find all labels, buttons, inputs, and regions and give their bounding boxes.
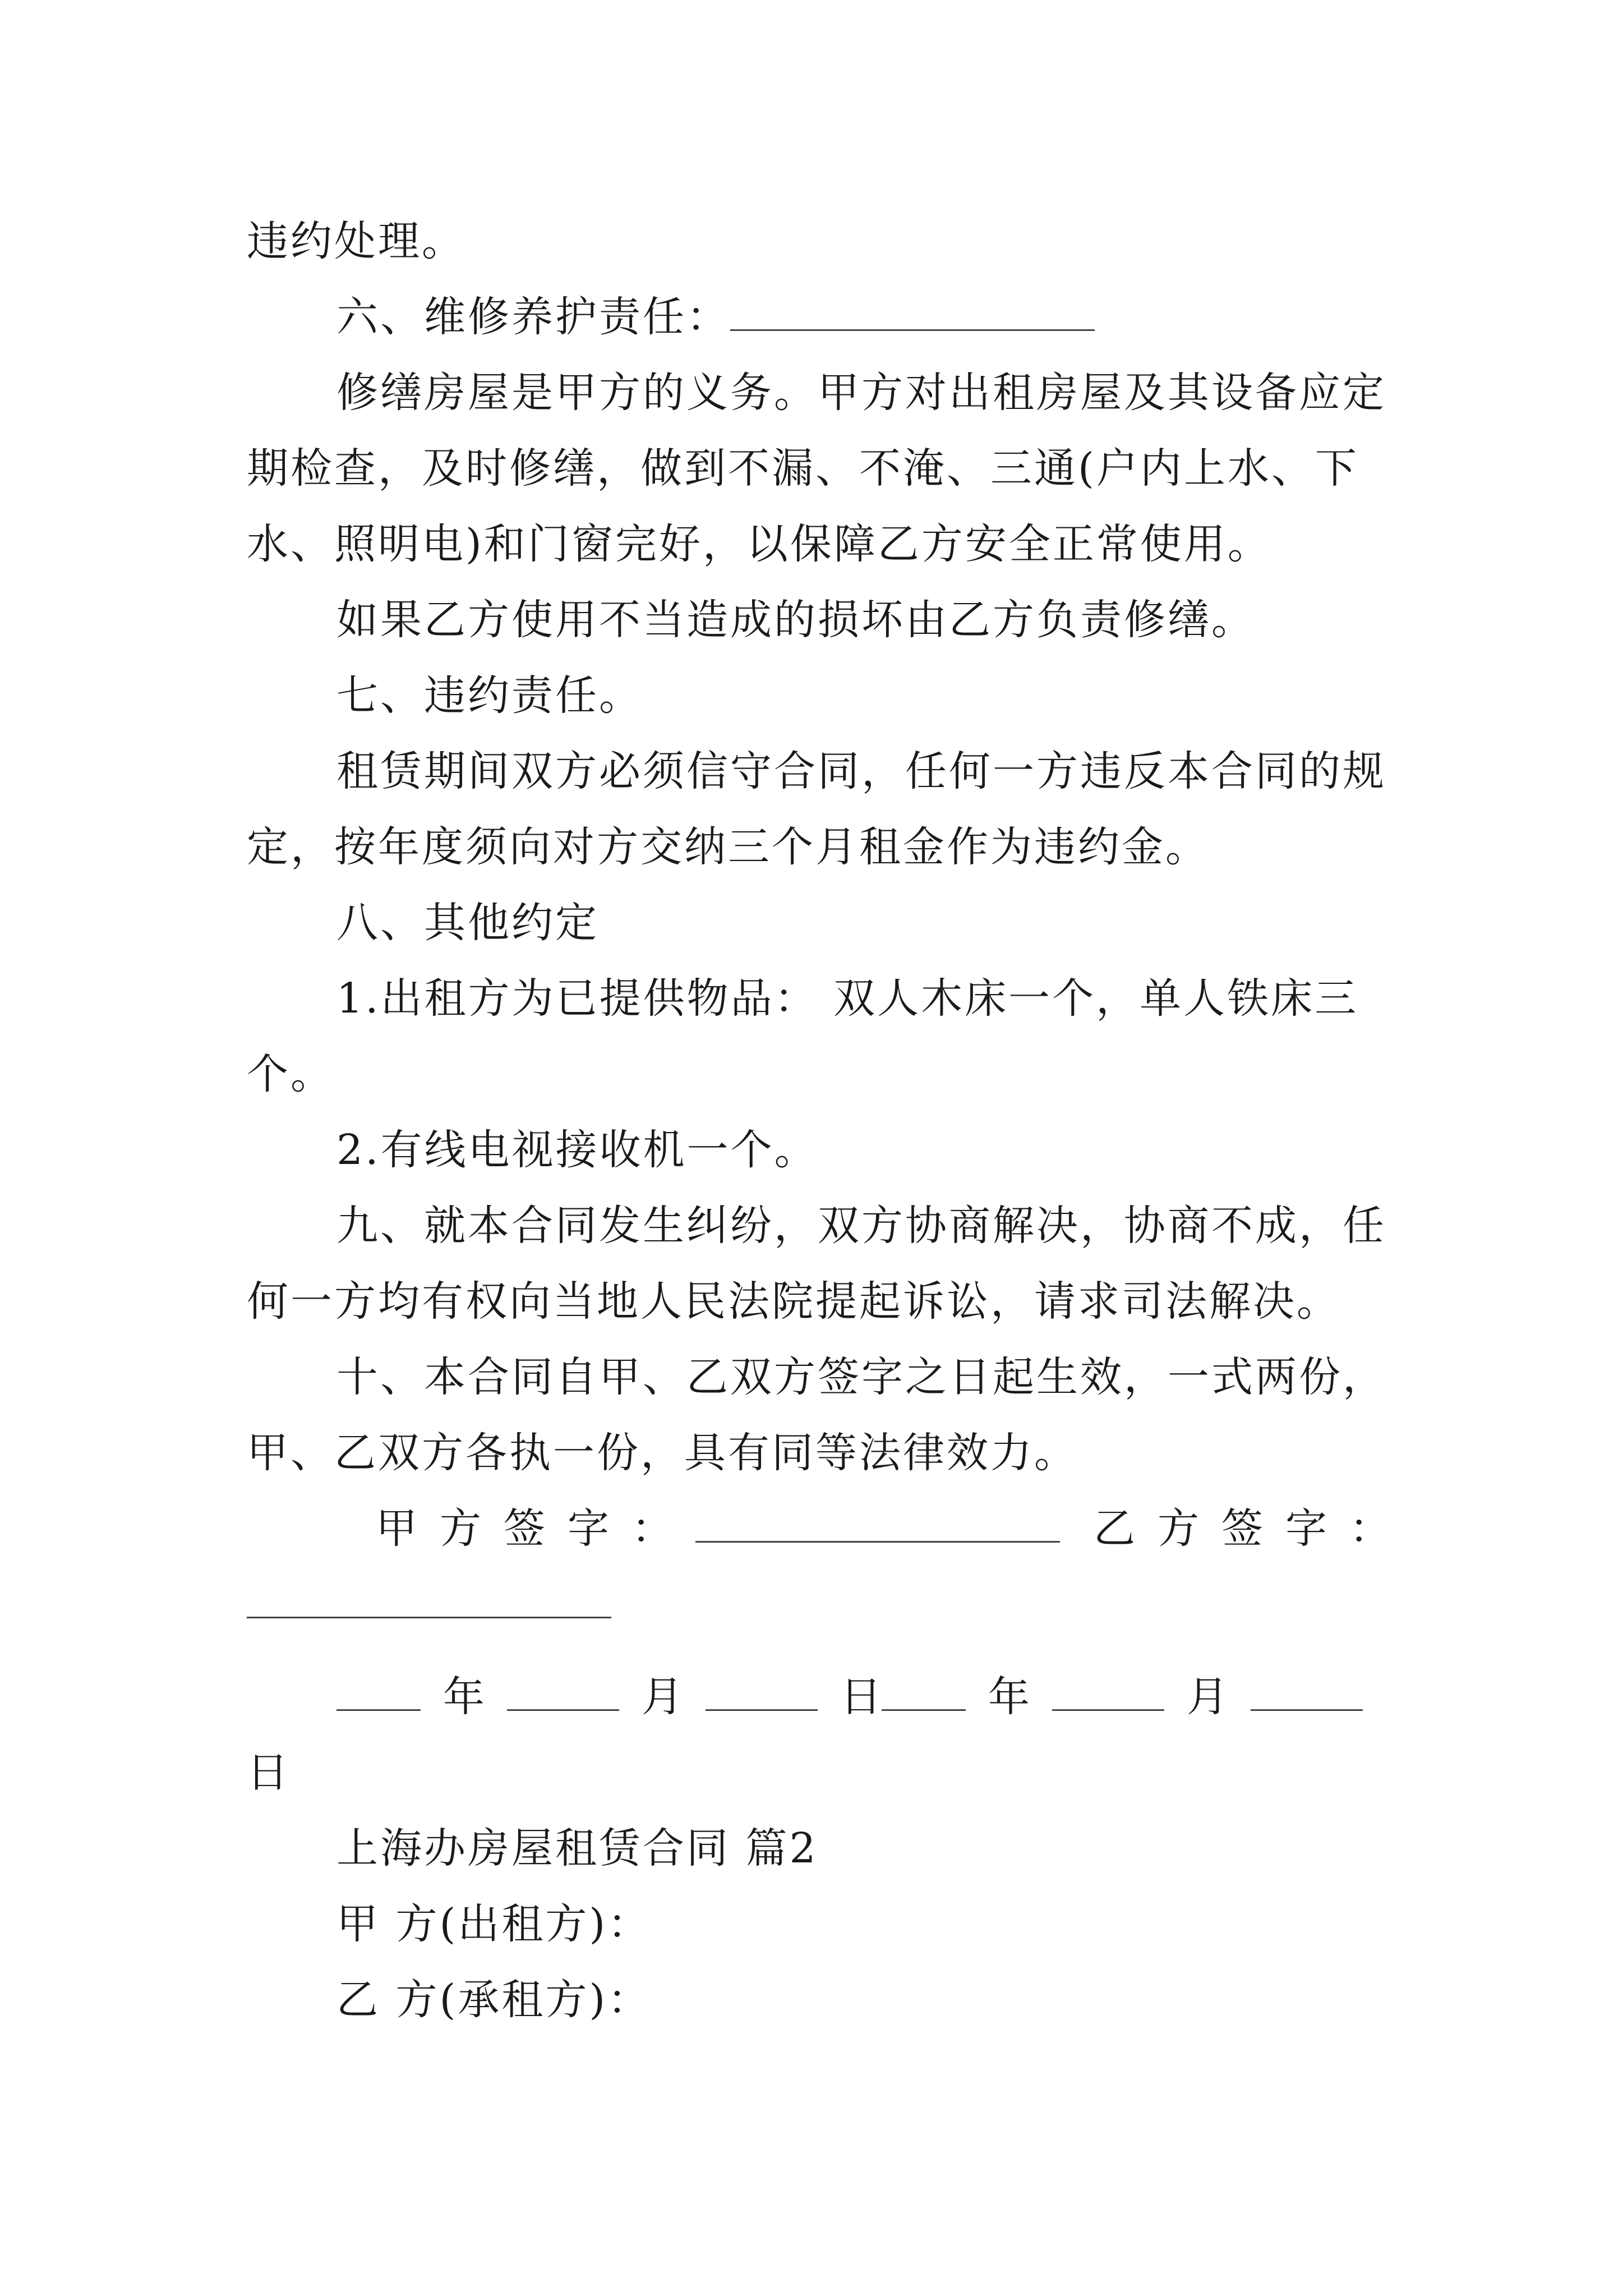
fill-in-blank[interactable] <box>730 290 1095 331</box>
party-b-line: 乙 方(承租方)： <box>336 1976 652 2024</box>
text-line: 修缮房屋是甲方的义务。甲方对出租房屋及其设备应定 <box>336 369 1386 417</box>
year-blank-a[interactable] <box>336 1670 421 1711</box>
section-heading-breach: 七、违约责任。 <box>336 671 643 720</box>
text-line: 九、就本合同发生纠纷，双方协商解决，协商不成，任 <box>336 1202 1386 1250</box>
text-line: 租赁期间双方必须信守合同，任何一方违反本合同的规 <box>336 747 1386 795</box>
section-heading-other: 八、其他约定 <box>336 899 599 947</box>
party-a-signature-label: 甲方签字： <box>376 1504 695 1553</box>
month-blank-a[interactable] <box>507 1670 619 1711</box>
text-line: 违约处理。 <box>247 217 465 265</box>
text-line: 何一方均有权向当地人民法院提起诉讼，请求司法解决。 <box>247 1277 1340 1326</box>
text-line: 定，按年度须向对方交纳三个月租金作为违约金。 <box>247 823 1209 871</box>
text-line: 2.有线电视接收机一个。 <box>336 1126 818 1174</box>
text-line: 十、本合同自甲、乙双方签字之日起生效，一式两份， <box>336 1353 1386 1401</box>
party-a-line: 甲 方(出租方)： <box>336 1900 652 1948</box>
year-label: 年 <box>443 1673 485 1721</box>
party-a-signature-blank[interactable] <box>695 1502 1060 1543</box>
text-line: 甲、乙双方各执一份，具有同等法律效力。 <box>247 1429 1078 1477</box>
day-blank-a[interactable] <box>706 1670 818 1711</box>
party-b-signature-label: 乙方签字： <box>1094 1504 1413 1553</box>
section-heading-repair <box>336 289 1402 345</box>
month-label: 月 <box>1187 1673 1228 1721</box>
text-line: 1.出租方为已提供物品： 双人木床一个，单人铁床三 <box>336 974 1359 1023</box>
day-label: 日 <box>840 1673 882 1721</box>
day-blank-b[interactable] <box>1251 1670 1363 1711</box>
month-blank-b[interactable] <box>1052 1670 1164 1711</box>
text-line: 个。 <box>247 1050 334 1098</box>
signature-row <box>247 1501 1413 1557</box>
section-title-part2: 上海办房屋租赁合同 篇2 <box>336 1824 818 1872</box>
text-line: 水、照明电)和门窗完好，以保障乙方安全正常使用。 <box>247 520 1271 568</box>
month-label: 月 <box>642 1673 683 1721</box>
text-line: 如果乙方使用不当造成的损坏由乙方负责修缮。 <box>336 596 1255 644</box>
year-blank-b[interactable] <box>882 1670 966 1711</box>
date-row-continuation: 日 <box>247 1749 291 1797</box>
text-line: 期检查，及时修缮，做到不漏、不淹、三通(户内上水、下 <box>247 444 1359 493</box>
signature-continuation <box>247 1576 1385 1632</box>
party-b-signature-blank[interactable] <box>247 1577 611 1618</box>
date-row <box>247 1669 1385 1725</box>
heading-text: 六、维修养护责任： <box>336 293 730 341</box>
year-label: 年 <box>988 1673 1030 1721</box>
